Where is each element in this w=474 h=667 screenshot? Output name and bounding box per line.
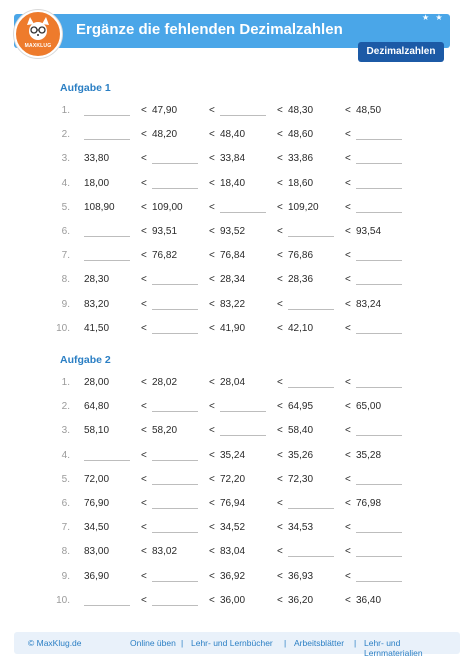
decimal-value: 72,20 bbox=[220, 473, 246, 485]
less-than-sign: < bbox=[141, 377, 147, 388]
answer-blank[interactable] bbox=[288, 508, 334, 509]
less-than-sign: < bbox=[345, 449, 351, 461]
answer-blank[interactable] bbox=[152, 605, 198, 606]
less-than-sign: < bbox=[277, 377, 283, 388]
answer-blank[interactable] bbox=[152, 508, 198, 509]
answer-blank[interactable] bbox=[288, 309, 334, 310]
less-than-sign: < bbox=[141, 274, 147, 286]
decimal-value: 36,90 bbox=[84, 570, 110, 582]
answer-blank[interactable] bbox=[84, 236, 130, 237]
less-than-sign: < bbox=[345, 250, 351, 262]
less-than-sign: < bbox=[345, 473, 351, 485]
decimal-value: 28,00 bbox=[84, 377, 110, 388]
answer-blank[interactable] bbox=[84, 260, 130, 261]
less-than-sign: < bbox=[277, 298, 283, 310]
exercise-row bbox=[0, 299, 474, 315]
answer-blank[interactable] bbox=[288, 387, 334, 388]
topic-badge: Dezimalzahlen bbox=[358, 42, 444, 62]
less-than-sign: < bbox=[345, 201, 351, 213]
less-than-sign: < bbox=[345, 177, 351, 189]
decimal-value: 18,60 bbox=[288, 177, 314, 189]
less-than-sign: < bbox=[141, 153, 147, 165]
answer-blank[interactable] bbox=[152, 333, 198, 334]
row-number: 9. bbox=[61, 570, 70, 582]
row-number: 6. bbox=[61, 226, 70, 237]
decimal-value: 58,20 bbox=[152, 425, 178, 437]
less-than-sign: < bbox=[141, 401, 147, 413]
row-number: 7. bbox=[61, 522, 70, 534]
answer-blank[interactable] bbox=[356, 435, 402, 436]
less-than-sign: < bbox=[209, 201, 215, 213]
answer-blank[interactable] bbox=[152, 411, 198, 412]
decimal-value: 76,84 bbox=[220, 250, 246, 262]
less-than-sign: < bbox=[345, 226, 351, 237]
footer-link-online[interactable]: Online üben bbox=[130, 638, 176, 648]
decimal-value: 36,93 bbox=[288, 570, 314, 582]
decimal-value: 18,00 bbox=[84, 177, 110, 189]
decimal-value: 48,50 bbox=[356, 105, 382, 116]
decimal-value: 109,20 bbox=[288, 201, 319, 213]
answer-blank[interactable] bbox=[220, 435, 266, 436]
less-than-sign: < bbox=[277, 425, 283, 437]
decimal-value: 28,02 bbox=[152, 377, 178, 388]
answer-blank[interactable] bbox=[288, 236, 334, 237]
answer-blank[interactable] bbox=[152, 188, 198, 189]
exercise-row bbox=[0, 595, 474, 611]
less-than-sign: < bbox=[345, 153, 351, 165]
answer-blank[interactable] bbox=[220, 411, 266, 412]
less-than-sign: < bbox=[277, 177, 283, 189]
answer-blank[interactable] bbox=[356, 387, 402, 388]
answer-blank[interactable] bbox=[356, 556, 402, 557]
decimal-value: 41,50 bbox=[84, 322, 110, 334]
decimal-value: 83,04 bbox=[220, 546, 246, 558]
row-number: 3. bbox=[61, 425, 70, 437]
less-than-sign: < bbox=[141, 226, 147, 237]
decimal-value: 72,30 bbox=[288, 473, 314, 485]
answer-blank[interactable] bbox=[356, 163, 402, 164]
less-than-sign: < bbox=[141, 498, 147, 509]
less-than-sign: < bbox=[345, 105, 351, 116]
answer-blank[interactable] bbox=[356, 484, 402, 485]
exercise-row bbox=[0, 202, 474, 218]
exercise-row bbox=[0, 250, 474, 266]
footer-link-materials[interactable]: Lehr- und Lernmaterialien bbox=[364, 638, 423, 658]
exercise-row bbox=[0, 377, 474, 393]
decimal-value: 42,10 bbox=[288, 322, 314, 334]
row-number: 2. bbox=[61, 401, 70, 413]
less-than-sign: < bbox=[141, 594, 147, 606]
answer-blank[interactable] bbox=[356, 212, 402, 213]
decimal-value: 48,20 bbox=[152, 129, 178, 141]
less-than-sign: < bbox=[277, 570, 283, 582]
decimal-value: 28,04 bbox=[220, 377, 246, 388]
less-than-sign: < bbox=[141, 522, 147, 534]
answer-blank[interactable] bbox=[152, 163, 198, 164]
less-than-sign: < bbox=[141, 425, 147, 437]
less-than-sign: < bbox=[277, 473, 283, 485]
decimal-value: 36,20 bbox=[288, 594, 314, 606]
row-number: 10. bbox=[56, 322, 70, 334]
decimal-value: 65,00 bbox=[356, 401, 382, 413]
decimal-value: 34,53 bbox=[288, 522, 314, 534]
less-than-sign: < bbox=[277, 594, 283, 606]
decimal-value: 33,84 bbox=[220, 153, 246, 165]
less-than-sign: < bbox=[345, 298, 351, 310]
decimal-value: 35,28 bbox=[356, 449, 382, 461]
exercise-row bbox=[0, 425, 474, 441]
less-than-sign: < bbox=[345, 498, 351, 509]
row-number: 10. bbox=[56, 594, 70, 606]
footer-separator: | bbox=[181, 638, 184, 648]
answer-blank[interactable] bbox=[288, 556, 334, 557]
decimal-value: 58,40 bbox=[288, 425, 314, 437]
less-than-sign: < bbox=[209, 570, 215, 582]
decimal-value: 83,00 bbox=[84, 546, 110, 558]
row-number: 4. bbox=[61, 449, 70, 461]
less-than-sign: < bbox=[277, 401, 283, 413]
row-number: 7. bbox=[61, 250, 70, 262]
answer-blank[interactable] bbox=[152, 532, 198, 533]
less-than-sign: < bbox=[277, 129, 283, 141]
answer-blank[interactable] bbox=[84, 139, 130, 140]
decimal-value: 93,51 bbox=[152, 226, 178, 237]
less-than-sign: < bbox=[209, 449, 215, 461]
less-than-sign: < bbox=[277, 250, 283, 262]
footer-link-books[interactable]: Lehr- und Lernbücher bbox=[191, 638, 273, 648]
footer bbox=[14, 632, 460, 658]
less-than-sign: < bbox=[209, 498, 215, 509]
section-title: Aufgabe 1 bbox=[60, 82, 111, 94]
decimal-value: 48,30 bbox=[288, 105, 314, 116]
decimal-value: 33,80 bbox=[84, 153, 110, 165]
row-number: 1. bbox=[61, 105, 70, 116]
exercise-row bbox=[0, 401, 474, 417]
less-than-sign: < bbox=[345, 594, 351, 606]
less-than-sign: < bbox=[209, 129, 215, 141]
decimal-value: 35,24 bbox=[220, 449, 246, 461]
less-than-sign: < bbox=[141, 322, 147, 334]
decimal-value: 93,52 bbox=[220, 226, 246, 237]
decimal-value: 93,54 bbox=[356, 226, 382, 237]
less-than-sign: < bbox=[141, 129, 147, 141]
exercise-row bbox=[0, 323, 474, 339]
answer-blank[interactable] bbox=[356, 333, 402, 334]
decimal-value: 76,98 bbox=[356, 498, 382, 509]
less-than-sign: < bbox=[209, 153, 215, 165]
decimal-value: 48,60 bbox=[288, 129, 314, 141]
less-than-sign: < bbox=[141, 298, 147, 310]
decimal-value: 36,40 bbox=[356, 594, 382, 606]
exercise-row bbox=[0, 546, 474, 562]
exercise-row bbox=[0, 474, 474, 490]
row-number: 6. bbox=[61, 498, 70, 509]
decimal-value: 64,80 bbox=[84, 401, 110, 413]
exercise-row bbox=[0, 105, 474, 121]
less-than-sign: < bbox=[209, 298, 215, 310]
less-than-sign: < bbox=[209, 377, 215, 388]
exercise-row bbox=[0, 178, 474, 194]
less-than-sign: < bbox=[209, 226, 215, 237]
decimal-value: 76,94 bbox=[220, 498, 246, 509]
row-number: 1. bbox=[61, 377, 70, 388]
answer-blank[interactable] bbox=[84, 115, 130, 116]
exercise-row bbox=[0, 450, 474, 466]
decimal-value: 28,36 bbox=[288, 274, 314, 286]
less-than-sign: < bbox=[209, 473, 215, 485]
answer-blank[interactable] bbox=[356, 581, 402, 582]
less-than-sign: < bbox=[209, 425, 215, 437]
exercise-row bbox=[0, 522, 474, 538]
answer-blank[interactable] bbox=[356, 284, 402, 285]
decimal-value: 76,90 bbox=[84, 498, 110, 509]
decimal-value: 47,90 bbox=[152, 105, 178, 116]
answer-blank[interactable] bbox=[152, 581, 198, 582]
answer-blank[interactable] bbox=[152, 309, 198, 310]
less-than-sign: < bbox=[345, 401, 351, 413]
footer-link-worksheets[interactable]: Arbeitsblätter bbox=[294, 638, 345, 648]
difficulty-stars: ★ ★ bbox=[422, 13, 445, 22]
decimal-value: 83,20 bbox=[84, 298, 110, 310]
less-than-sign: < bbox=[277, 153, 283, 165]
less-than-sign: < bbox=[345, 546, 351, 558]
answer-blank[interactable] bbox=[220, 115, 266, 116]
less-than-sign: < bbox=[345, 377, 351, 388]
decimal-value: 64,95 bbox=[288, 401, 314, 413]
exercise-row bbox=[0, 153, 474, 169]
answer-blank[interactable] bbox=[356, 139, 402, 140]
row-number: 2. bbox=[61, 129, 70, 141]
row-number: 8. bbox=[61, 546, 70, 558]
less-than-sign: < bbox=[209, 250, 215, 262]
answer-blank[interactable] bbox=[356, 532, 402, 533]
footer-separator: | bbox=[284, 638, 287, 648]
less-than-sign: < bbox=[209, 105, 215, 116]
logo-text: MAXKLUG bbox=[24, 43, 52, 49]
less-than-sign: < bbox=[345, 129, 351, 141]
less-than-sign: < bbox=[209, 322, 215, 334]
decimal-value: 72,00 bbox=[84, 473, 110, 485]
answer-blank[interactable] bbox=[356, 188, 402, 189]
less-than-sign: < bbox=[141, 473, 147, 485]
exercise-row bbox=[0, 274, 474, 290]
less-than-sign: < bbox=[277, 546, 283, 558]
less-than-sign: < bbox=[141, 570, 147, 582]
answer-blank[interactable] bbox=[84, 605, 130, 606]
less-than-sign: < bbox=[345, 570, 351, 582]
answer-blank[interactable] bbox=[152, 460, 198, 461]
decimal-value: 36,92 bbox=[220, 570, 246, 582]
less-than-sign: < bbox=[209, 274, 215, 286]
less-than-sign: < bbox=[209, 546, 215, 558]
row-number: 3. bbox=[61, 153, 70, 165]
less-than-sign: < bbox=[277, 274, 283, 286]
page-title: Ergänze die fehlenden Dezimalzahlen bbox=[76, 21, 343, 38]
less-than-sign: < bbox=[345, 322, 351, 334]
decimal-value: 34,52 bbox=[220, 522, 246, 534]
exercise-row bbox=[0, 571, 474, 587]
less-than-sign: < bbox=[277, 522, 283, 534]
less-than-sign: < bbox=[141, 105, 147, 116]
less-than-sign: < bbox=[209, 177, 215, 189]
less-than-sign: < bbox=[209, 401, 215, 413]
less-than-sign: < bbox=[141, 250, 147, 262]
less-than-sign: < bbox=[141, 449, 147, 461]
less-than-sign: < bbox=[141, 546, 147, 558]
exercise-row bbox=[0, 226, 474, 242]
answer-blank[interactable] bbox=[152, 284, 198, 285]
less-than-sign: < bbox=[209, 594, 215, 606]
decimal-value: 34,50 bbox=[84, 522, 110, 534]
maxklug-logo bbox=[14, 10, 62, 58]
footer-copyright: © MaxKlug.de bbox=[28, 638, 82, 648]
decimal-value: 108,90 bbox=[84, 201, 115, 213]
row-number: 5. bbox=[61, 473, 70, 485]
row-number: 9. bbox=[61, 298, 70, 310]
answer-blank[interactable] bbox=[152, 484, 198, 485]
decimal-value: 76,86 bbox=[288, 250, 314, 262]
decimal-value: 83,24 bbox=[356, 298, 382, 310]
footer-separator: | bbox=[354, 638, 357, 648]
less-than-sign: < bbox=[277, 498, 283, 509]
less-than-sign: < bbox=[345, 522, 351, 534]
answer-blank[interactable] bbox=[220, 212, 266, 213]
decimal-value: 76,82 bbox=[152, 250, 178, 262]
decimal-value: 28,30 bbox=[84, 274, 110, 286]
decimal-value: 18,40 bbox=[220, 177, 246, 189]
row-number: 5. bbox=[61, 201, 70, 213]
decimal-value: 35,26 bbox=[288, 449, 314, 461]
less-than-sign: < bbox=[277, 201, 283, 213]
less-than-sign: < bbox=[345, 425, 351, 437]
decimal-value: 109,00 bbox=[152, 201, 183, 213]
less-than-sign: < bbox=[277, 449, 283, 461]
less-than-sign: < bbox=[141, 201, 147, 213]
less-than-sign: < bbox=[277, 105, 283, 116]
answer-blank[interactable] bbox=[84, 460, 130, 461]
exercise-row bbox=[0, 498, 474, 514]
decimal-value: 33,86 bbox=[288, 153, 314, 165]
decimal-value: 28,34 bbox=[220, 274, 246, 286]
decimal-value: 41,90 bbox=[220, 322, 246, 334]
decimal-value: 83,02 bbox=[152, 546, 178, 558]
less-than-sign: < bbox=[345, 274, 351, 286]
section-title: Aufgabe 2 bbox=[60, 354, 111, 366]
less-than-sign: < bbox=[209, 522, 215, 534]
answer-blank[interactable] bbox=[356, 260, 402, 261]
decimal-value: 36,00 bbox=[220, 594, 246, 606]
decimal-value: 83,22 bbox=[220, 298, 246, 310]
decimal-value: 48,40 bbox=[220, 129, 246, 141]
row-number: 8. bbox=[61, 274, 70, 286]
row-number: 4. bbox=[61, 177, 70, 189]
less-than-sign: < bbox=[277, 226, 283, 237]
less-than-sign: < bbox=[277, 322, 283, 334]
less-than-sign: < bbox=[141, 177, 147, 189]
decimal-value: 58,10 bbox=[84, 425, 110, 437]
exercise-row bbox=[0, 129, 474, 145]
